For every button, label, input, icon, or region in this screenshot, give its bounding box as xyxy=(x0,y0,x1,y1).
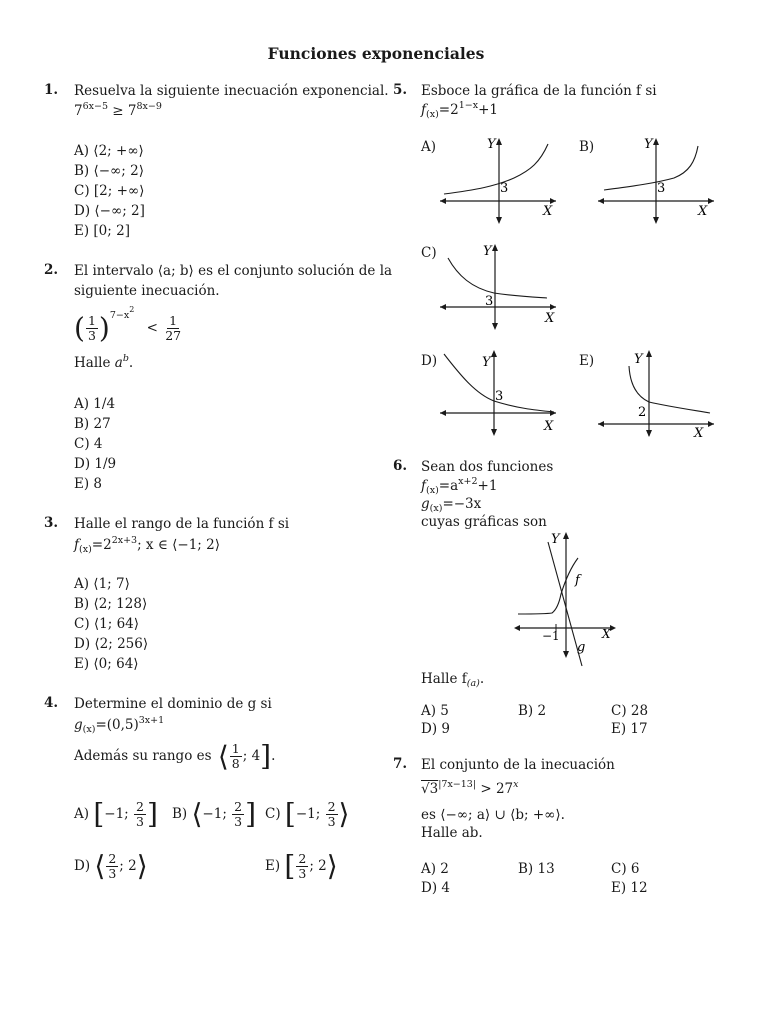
q5-number: 5. xyxy=(393,82,408,98)
q6-ask: Halle $f_{(a)}$. xyxy=(421,671,485,689)
q1-formula xyxy=(74,102,162,120)
q3-option-e[interactable]: E) ⟨0; 64⟩ xyxy=(74,656,139,672)
y-axis-label: Y xyxy=(551,532,560,547)
q6-graphs-text: cuyas gráficas son xyxy=(421,514,547,530)
q6-option-b[interactable]: B) 2 xyxy=(518,703,547,719)
q2-line1: El intervalo ⟨a; b⟩ es el conjunto solución de la xyxy=(74,263,393,279)
y-axis-label: Y xyxy=(644,137,653,152)
q2-exponent: 7−x xyxy=(109,310,130,321)
page-title: Funciones exponenciales xyxy=(267,44,485,63)
curve xyxy=(604,146,698,190)
q3-formula: $f_{(x)}=2^{2x+3}$; x ∈ ⟨−1; 2⟩ xyxy=(74,535,220,555)
q5-graph-e[interactable] xyxy=(594,346,718,438)
x-arrow-left xyxy=(440,304,446,310)
q2-frac2: $\frac{1}{27}$ xyxy=(165,313,182,343)
y-arrow-up xyxy=(492,244,498,251)
q7-number: 7. xyxy=(393,756,408,772)
q1-option-c[interactable]: C) [2; +∞⟩ xyxy=(74,183,145,199)
q5-option-b-label[interactable]: B) xyxy=(579,139,595,155)
q3-option-a[interactable]: A) ⟨1; 7⟩ xyxy=(74,576,130,592)
q7-option-c[interactable]: C) 6 xyxy=(611,861,640,877)
x-arrow-left xyxy=(440,410,446,416)
q7-formula: $√3^{|7x-13|} > 27^x$ xyxy=(421,779,519,797)
x-arrow-right xyxy=(550,410,556,416)
x-arrow-right xyxy=(550,304,556,310)
q4-number: 4. xyxy=(44,695,59,711)
g-label: g xyxy=(577,640,586,655)
q5-graph-a[interactable] xyxy=(436,134,560,226)
q7-option-e[interactable]: E) 12 xyxy=(611,880,648,896)
q5-graph-c[interactable] xyxy=(436,240,560,332)
q6-option-e[interactable]: E) 17 xyxy=(611,721,648,737)
q7-option-a[interactable]: A) 2 xyxy=(421,861,449,877)
q2-formula xyxy=(74,305,184,346)
y-intercept-label: 3 xyxy=(495,389,504,404)
q2-option-b[interactable]: B) 27 xyxy=(74,416,111,432)
q5-text: Esboce la gráfica de la función f si xyxy=(421,83,657,99)
x-axis-label: X xyxy=(545,311,555,326)
y-arrow-down xyxy=(653,217,659,224)
q6-number: 6. xyxy=(393,458,408,474)
y-arrow-down xyxy=(491,429,497,436)
q5-option-a-label[interactable]: A) xyxy=(421,139,437,155)
y-arrow-up xyxy=(646,350,652,357)
q6-option-a[interactable]: A) 5 xyxy=(421,703,449,719)
curve xyxy=(444,144,548,194)
q1-option-e[interactable]: E) [0; 2] xyxy=(74,223,130,239)
x-arrow-left xyxy=(440,198,446,204)
q4-option-d[interactable]: D) ⟨ $\frac{2}{3}$ ; 2⟩ xyxy=(74,849,148,883)
q3-option-b[interactable]: B) ⟨2; 128⟩ xyxy=(74,596,148,612)
y-axis-label: Y xyxy=(482,355,491,370)
q7-ask: Halle ab. xyxy=(421,825,483,841)
q7-text: El conjunto de la inecuación xyxy=(421,757,615,773)
curve xyxy=(448,258,547,298)
q4-range: Además su rango es ⟨ $\frac{1}{8}$ ; 4]. xyxy=(74,739,276,773)
q1-option-d[interactable]: D) ⟨−∞; 2] xyxy=(74,203,145,219)
q3-text: Halle el rango de la función f si xyxy=(74,516,290,532)
q1-option-b[interactable]: B) ⟨−∞; 2⟩ xyxy=(74,163,144,179)
q2-option-e[interactable]: E) 8 xyxy=(74,476,103,492)
q2-option-a[interactable]: A) 1/4 xyxy=(74,396,116,412)
q2-rel: < xyxy=(146,320,158,336)
q7-option-d[interactable]: D) 4 xyxy=(421,880,450,896)
q2-option-d[interactable]: D) 1/9 xyxy=(74,456,117,472)
y-arrow-down xyxy=(496,217,502,224)
q7-set: es ⟨−∞; a⟩ ∪ ⟨b; +∞⟩. xyxy=(421,807,565,823)
q1-rel: ≥ xyxy=(108,103,128,119)
q1-text: Resuelva la siguiente inecuación exponencial. xyxy=(74,83,389,99)
q4-option-b[interactable]: B) ⟨−1; $\frac{2}{3}$ ] xyxy=(172,797,257,831)
y-arrow-down xyxy=(492,323,498,330)
q2-line2: siguiente inecuación. xyxy=(74,283,220,299)
q4-formula: $g_{(x)}=(0,5)^{3x+1}$ xyxy=(74,715,165,735)
x-arrow-right xyxy=(708,421,714,427)
q2-paren-left: ( xyxy=(74,311,85,345)
q6-option-c[interactable]: C) 28 xyxy=(611,703,649,719)
q1-base1: 7 xyxy=(74,103,83,119)
y-intercept-label: 3 xyxy=(657,181,666,196)
q6-g: $g_{(x)}=-3x$ xyxy=(421,496,482,514)
x-axis-label: X xyxy=(543,204,553,219)
q2-option-c[interactable]: C) 4 xyxy=(74,436,103,452)
q2-paren-right: ) xyxy=(98,311,110,345)
q5-option-d-label[interactable]: D) xyxy=(421,353,438,369)
q5-option-e-label[interactable]: E) xyxy=(579,353,595,369)
q1-exp2: 8x−9 xyxy=(136,101,162,112)
y-arrow-down xyxy=(646,430,652,437)
q6-f: $f_{(x)}=a^{x+2}+1$ xyxy=(421,476,498,496)
y-intercept-label: 2 xyxy=(638,405,647,420)
q1-base2: 7 xyxy=(127,103,137,119)
q4-option-c[interactable]: C) [−1; $\frac{2}{3}$ ⟩ xyxy=(265,797,350,831)
q6-option-d[interactable]: D) 9 xyxy=(421,721,450,737)
y-intercept-label: 3 xyxy=(485,294,494,309)
y-arrow-up xyxy=(653,138,659,145)
q3-option-d[interactable]: D) ⟨2; 256⟩ xyxy=(74,636,149,652)
y-axis-label: Y xyxy=(483,244,492,259)
q1-number: 1. xyxy=(44,82,59,98)
q6-graph[interactable] xyxy=(510,528,622,668)
y-intercept-label: 3 xyxy=(500,181,509,196)
x-arrow-right xyxy=(610,625,616,631)
q7-option-b[interactable]: B) 13 xyxy=(518,861,555,877)
y-axis-label: Y xyxy=(634,352,643,367)
y-axis-label: Y xyxy=(487,137,496,152)
q1-option-a[interactable]: A) ⟨2; +∞⟩ xyxy=(74,143,144,159)
x-arrow-left xyxy=(514,625,520,631)
x-axis-label: X xyxy=(544,419,554,434)
q5-graph-d[interactable] xyxy=(436,346,560,438)
q4-text: Determine el dominio de g si xyxy=(74,696,272,712)
y-arrow-down xyxy=(563,651,569,658)
q4-option-a[interactable]: A) [−1; $\frac{2}{3}$ ] xyxy=(74,797,158,831)
q6-text: Sean dos funciones xyxy=(421,459,554,475)
q4-option-e[interactable]: E) [ $\frac{2}{3}$ ; 2⟩ xyxy=(265,849,338,883)
f-curve xyxy=(518,558,578,614)
x-axis-label: X xyxy=(602,627,611,641)
q5-graph-b[interactable] xyxy=(594,134,718,226)
q5-formula: $f_{(x)}=2^{1-x}+1$ xyxy=(421,100,498,120)
q3-option-c[interactable]: C) ⟨1; 64⟩ xyxy=(74,616,140,632)
x-arrow-left xyxy=(598,421,604,427)
q2-exponent-sq: 2 xyxy=(129,305,135,314)
q2-ask: Halle $a^b$. xyxy=(74,353,134,371)
q2-frac1: $\frac{1}{3}$ xyxy=(87,313,96,343)
x-arrow-right xyxy=(708,198,714,204)
x-arrow-left xyxy=(598,198,604,204)
q3-number: 3. xyxy=(44,515,59,531)
x-axis-label: X xyxy=(698,204,708,219)
q5-option-c-label[interactable]: C) xyxy=(421,245,437,261)
y-arrow-up xyxy=(491,350,497,357)
x-axis-label: X xyxy=(694,426,704,438)
q1-exp1: 6x−5 xyxy=(82,101,108,112)
f-label: f xyxy=(575,573,580,588)
y-arrow-up xyxy=(496,138,502,145)
tick-label: −1 xyxy=(542,629,560,643)
y-arrow-up xyxy=(563,532,569,539)
q2-number: 2. xyxy=(44,262,59,278)
